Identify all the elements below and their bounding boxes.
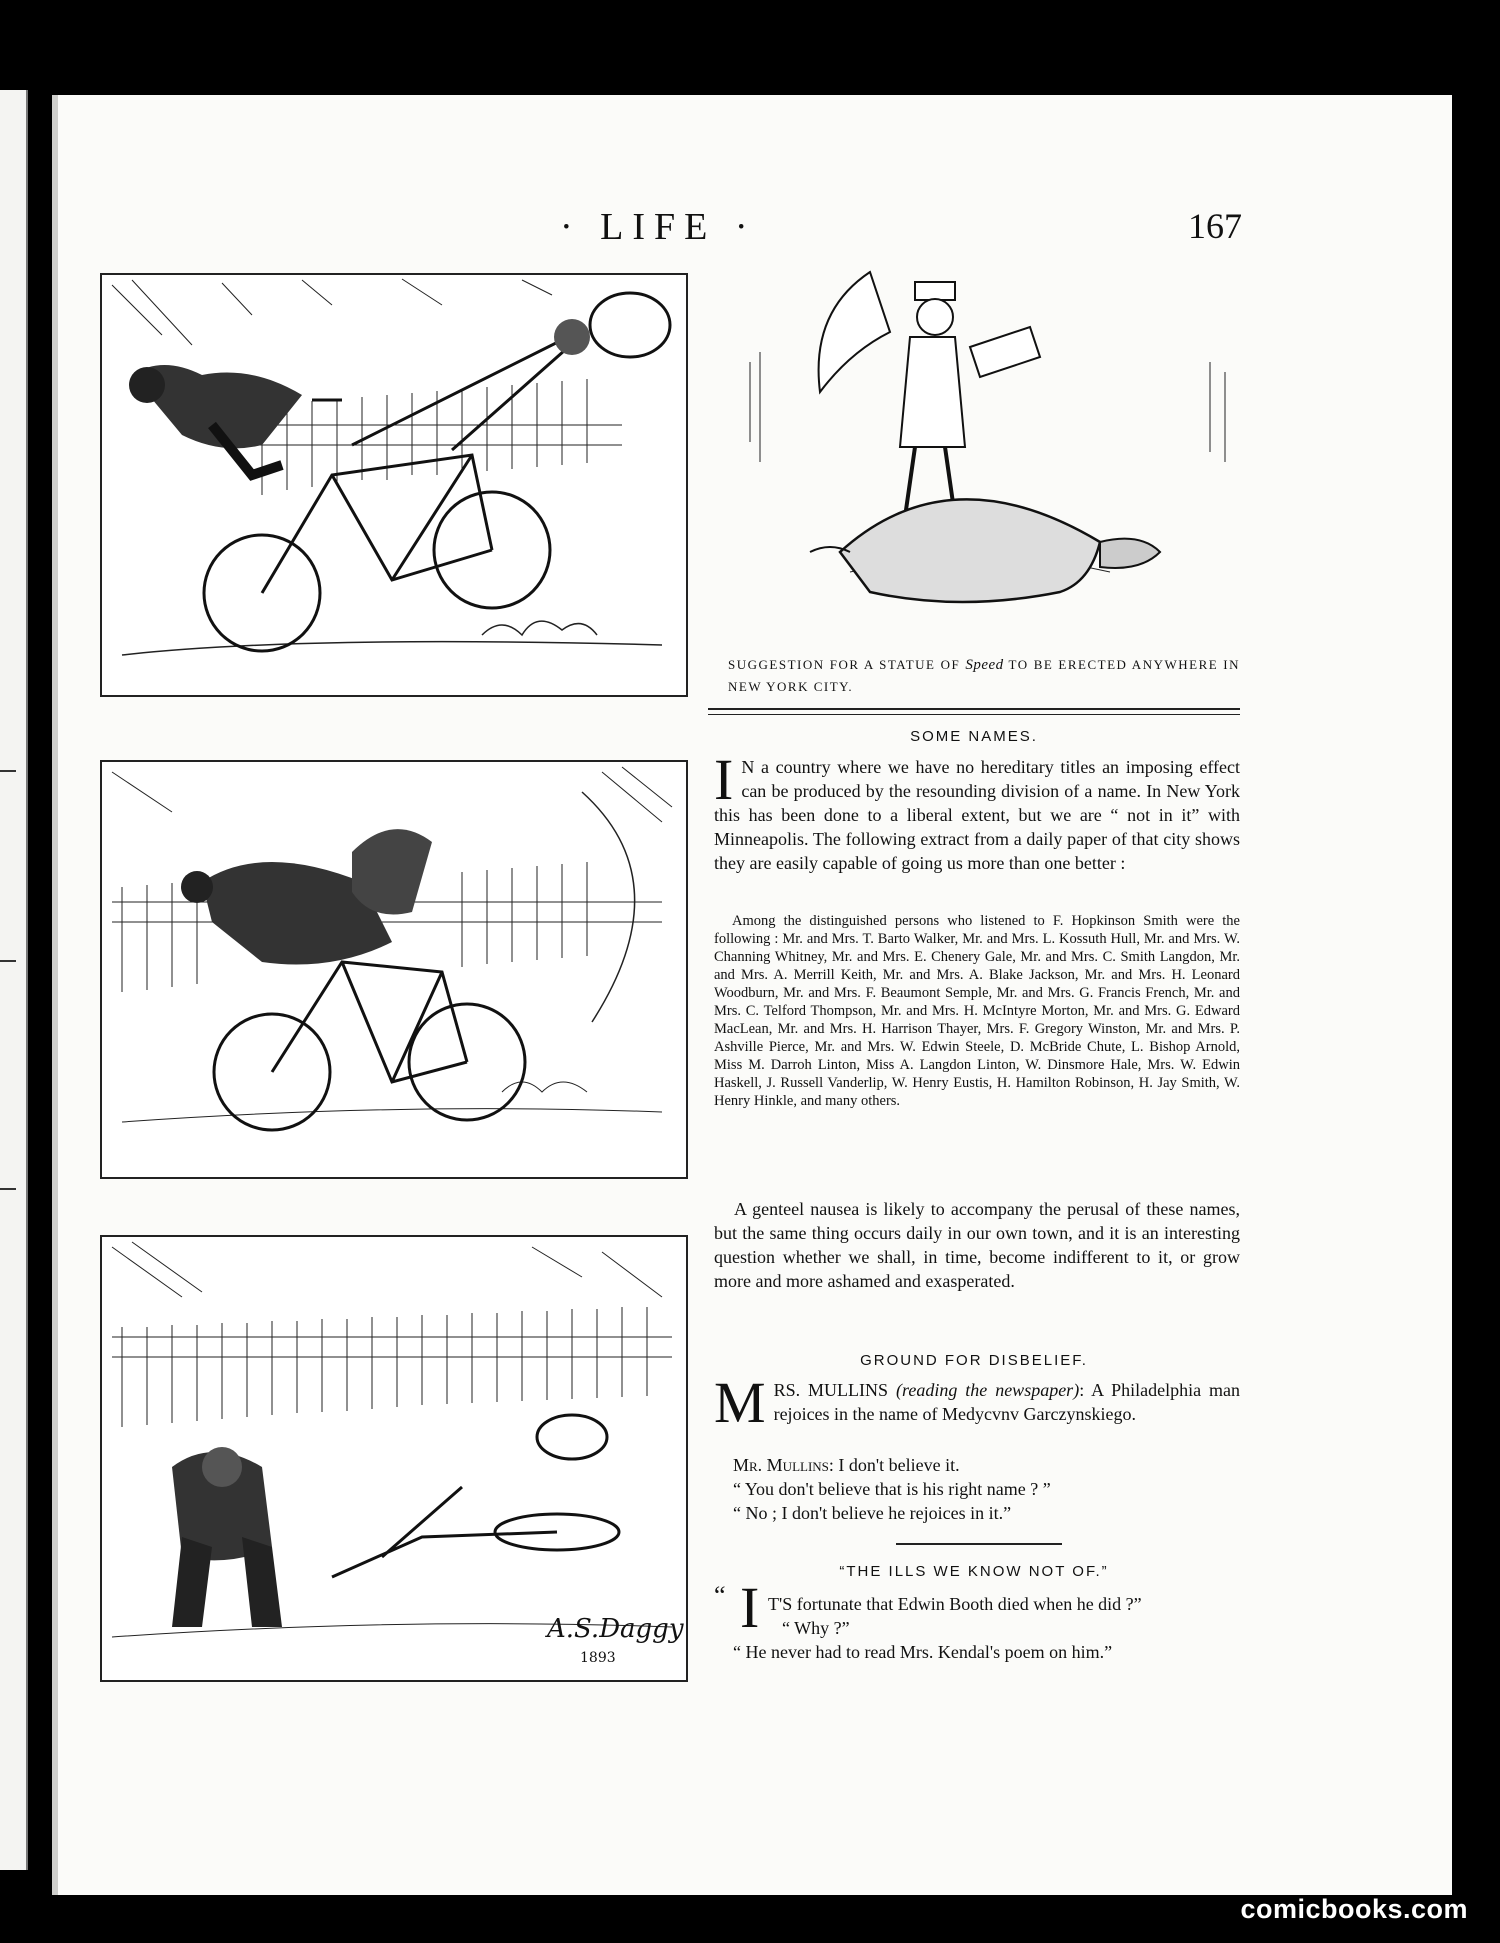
section-heading: “THE ILLS WE KNOW NOT OF.” [839, 1563, 1109, 1580]
illustration-panel-2 [100, 760, 688, 1179]
some-names-closing: A genteel nausea is likely to accompany the perusal of these names, but the same thing occurs daily in our own town, and it is an interesting question whether we shall, in time, become indifferent to it, or grow more and more ashamed and exasperated. [714, 1199, 1240, 1291]
magazine-title: · LIFE · [560, 206, 757, 248]
dialogue-text: : I don't believe it. [828, 1455, 960, 1475]
drop-cap: I [740, 1575, 760, 1640]
disbelief-opening [714, 1370, 1240, 1435]
drop-cap: M [714, 1370, 766, 1435]
some-names-intro [714, 747, 1240, 875]
speaker-name: Mr. Mullins [733, 1455, 829, 1475]
section-heading: SOME NAMES. [910, 728, 1038, 745]
dialogue-line: T'S fortunate that Edwin Booth died when he did ?” [768, 1594, 1142, 1614]
statue-caption-text: TO BE ERECTED ANYWHERE IN NEW YORK CITY. [728, 657, 1240, 694]
adjacent-page-mark [0, 960, 16, 962]
stage-direction: (reading the newspaper) [896, 1380, 1080, 1400]
drop-cap: I [714, 747, 734, 812]
page-number: 167 [1188, 206, 1242, 246]
statue-illustration [730, 262, 1240, 652]
double-rule-top [708, 708, 1240, 710]
adjacent-page-edge [0, 90, 28, 1870]
dialogue-line [733, 1453, 960, 1477]
cyclist-chased-by-dog-illustration [102, 275, 686, 695]
winged-messenger-on-tortoise-illustration [730, 262, 1240, 652]
cyclist-fallen-dog-illustration [102, 1237, 686, 1680]
cyclist-bitten-by-dog-illustration [102, 762, 686, 1177]
adjacent-page-mark [0, 1188, 16, 1190]
statue-caption [728, 654, 1240, 697]
speaker-name: RS. MULLINS [773, 1380, 889, 1400]
adjacent-page-mark [0, 770, 16, 772]
section-divider [896, 1543, 1062, 1545]
statue-caption-text: SUGGESTION FOR A STATUE OF [728, 657, 966, 672]
illustration-panel-1 [100, 273, 688, 697]
illustration-panel-3 [100, 1235, 688, 1682]
artist-signature: A.S.Daggy [547, 1614, 684, 1644]
paragraph-text: N a country where we have no hereditary titles an imposing effect can be produced by the resounding division of a name. In New York this has been done to a liberal extent, but we are “ not in it” with Minneapolis. The following extract from a daily paper of that city shows they are easily capable of going us more than one better : [714, 757, 1240, 873]
page-spine-shadow [52, 95, 58, 1895]
open-quote: “ [714, 1581, 726, 1610]
double-rule-bottom [708, 714, 1240, 715]
adjacent-page-border [26, 90, 28, 1870]
dialogue-line: “ You don't believe that is his right name ? ” [733, 1479, 1051, 1499]
dialogue-line: “ No ; I don't believe he rejoices in it.” [733, 1503, 1012, 1523]
site-watermark: comicbooks.com [1240, 1894, 1468, 1924]
dialogue-line: “ Why ?” [782, 1618, 850, 1638]
dialogue-line: “ He never had to read Mrs. Kendal's poem on him.” [733, 1642, 1113, 1662]
names-extract: Among the distinguished persons who listened to F. Hopkinson Smith were the following : Mr. and Mrs. T. Barto Walker, Mr. and Mrs. L. Kossuth Hull, Mr. and Mrs. W. Channing Whitney, Mr. and Mrs. E. Chenery Gale, Mr. and Mrs. C. Smith Langdon, Mr. and Mrs. A. Merrill Keith, Mr. and Mrs. A. Blake Jackson, Mr. and Mrs. H. Leonard Woodburn, Mr. and Mrs. F. Beaumont Semple, Mr. and Mrs. G. Francis French, Mr. and Mrs. C. Telford Thompson, Mr. and Mrs. H. McIntyre Morton, Mr. and Mrs. G. Edward MacLean, Mr. and Mrs. H. Harrison Thayer, Mrs. F. Gregory Winston, Mr. and Mrs. P. Ashville Pierce, Mr. and Mrs. W. Edwin Steele, D. McBride Chute, L. Bishop Arnold, Miss M. Darroh Linton, Miss A. Langdon Linton, W. Dinsmore Hale, Mrs. W. Edwin Haskell, J. Russell Vanderlip, W. Henry Eustis, H. Hamilton Robinson, H. Jay Smith, W. Henry Hinkle, and many others. [714, 913, 1240, 1109]
artist-signature-year: 1893 [580, 1650, 616, 1666]
section-heading: GROUND FOR DISBELIEF. [860, 1352, 1088, 1369]
statue-caption-italic: Speed [965, 657, 1004, 673]
dialogue-text: : A Philadelphia man rejoices in the name of Medycvnv Garczynskiego. [773, 1380, 1240, 1424]
